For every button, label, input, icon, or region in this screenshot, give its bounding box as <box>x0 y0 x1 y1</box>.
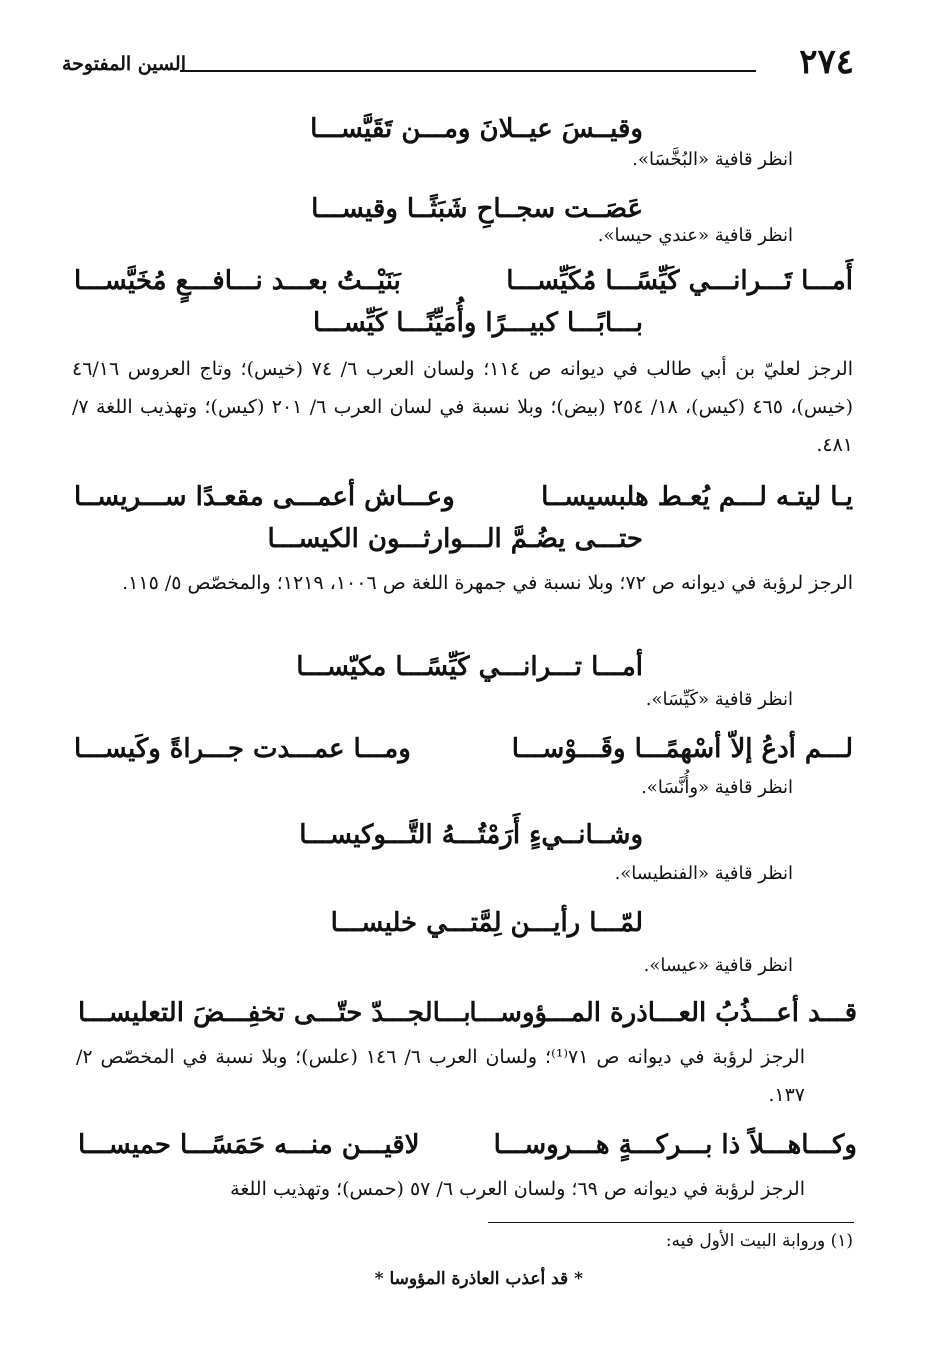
verse-line: وقيــسَ عيــلانَ ومـــن تَقَيَّســـا <box>310 114 643 144</box>
verse-first-hemistich: أَمـــا تَـــرانـــي كَيِّسًـــا مُكَيِّســـا <box>506 266 853 296</box>
header-rule <box>180 70 756 72</box>
verse-line: وشــانــيءٍ أَرَمْتُـــهُ التَّـــوكيســـا <box>299 820 643 850</box>
citation-paragraph: الرجز لرؤبة في ديوانه ص ٦٩؛ ولسان العرب ٦/ ٥٧ (حمس)؛ وتهذيب اللغة <box>230 1178 805 1200</box>
footnote-text: (١) وروابة البيت الأول فيه: <box>665 1231 853 1251</box>
reference-note: انظر قافية «عندي حيسا». <box>597 225 793 246</box>
verse-first-hemistich: وكـــاهـــلاً ذا بـــركـــةٍ هـــروســـا <box>493 1130 857 1160</box>
reference-note: انظر قافية «عيسا». <box>643 955 793 976</box>
verse-line: أمـــا تـــرانـــي كَيِّسًـــا مكيّســـا <box>296 652 643 682</box>
verse-line: لمّـــا رأيـــن لِمَّتـــي خليســـا <box>330 908 643 938</box>
page-number: ٢٧٤ <box>799 42 854 82</box>
citation-paragraph: الرجز لرؤبة في ديوانه ص ٧٢؛ وبلا نسبة في جمهرة اللغة ص ١٠٠٦، ١٢١٩؛ والمخصّص ٥/ ١١٥. <box>122 572 853 594</box>
verse-second-hemistich: بَنَيْــتُ بعـــد نـــافـــعٍ مُخَيَّســـا <box>74 266 401 296</box>
verse-first-hemistich: يـا ليتـه لـــم يُعـط هلبسيســا <box>541 482 853 512</box>
verse-line: بـــابًـــا كبيـــرًا وأُمَيِّنًـــا كَيِّســـا <box>312 308 643 338</box>
reference-note: انظر قافية «كَيِّسَا». <box>645 689 793 710</box>
footnote-rule <box>488 1222 854 1223</box>
reference-note: انظر قافية «وأُنَّسَا». <box>641 777 793 798</box>
citation-paragraph: الرجز لعليّ بن أبي طالب في ديوانه ص ١١٤؛ ولسان العرب ٦/ ٧٤ (خيس)؛ وتاج العروس ٤٦/١٦ (خيس)، ٤٦٥ (كيس)، ١٨/ ٢٥٤ (بيض)؛ وبلا نسبة في لسان العرب ٦/ ٢٠١ (كيس)؛ وتهذيب اللغة ٧/ ٤٨١. <box>72 358 853 456</box>
verse-line: عَصَــت سجــاحِ شَبَثًــا وقيســـا <box>311 194 643 224</box>
verse-second-hemistich: لاقيـــن منـــه حَمَسًـــا حميســـا <box>78 1130 420 1160</box>
verse-second-hemistich: وعـــاش أعمـــى مقعـدًا ســـريســا <box>74 482 455 512</box>
verse-first-hemistich: لـــم أدعُ إلاّ أسْهمًـــا وقَـــوْســـا <box>511 734 853 764</box>
footnote-verse: * قد أعذب العاذرة المؤوسا * <box>374 1269 583 1289</box>
page-header <box>62 40 854 84</box>
verse-first-hemistich: قـــد أعـــذُبُ العـــاذرة المـــؤوســـا <box>469 998 857 1028</box>
verse-line: حتـــى يضُـمَّ الـــوارثـــون الكيســـا <box>267 524 643 554</box>
verse-second-hemistich: ومـــا عمـــدت جـــراةً وكَيســـا <box>74 734 411 764</box>
reference-note: انظر قافية «الفنطيسا». <box>614 863 793 884</box>
verse-second-hemistich: بـــالجـــدّ حتّـــى تخفِـــضَ التعليســـا <box>78 998 471 1028</box>
reference-note: انظر قافية «البُخَّسَا». <box>632 149 793 170</box>
section-title: السين المفتوحة <box>62 53 186 75</box>
citation-paragraph: الرجز لرؤبة في ديوانه ص ٧١⁽¹⁾؛ ولسان العرب ٦/ ١٤٦ (علس)؛ وبلا نسبة في المخصّص ٢/ ١٣٧. <box>76 1046 805 1106</box>
